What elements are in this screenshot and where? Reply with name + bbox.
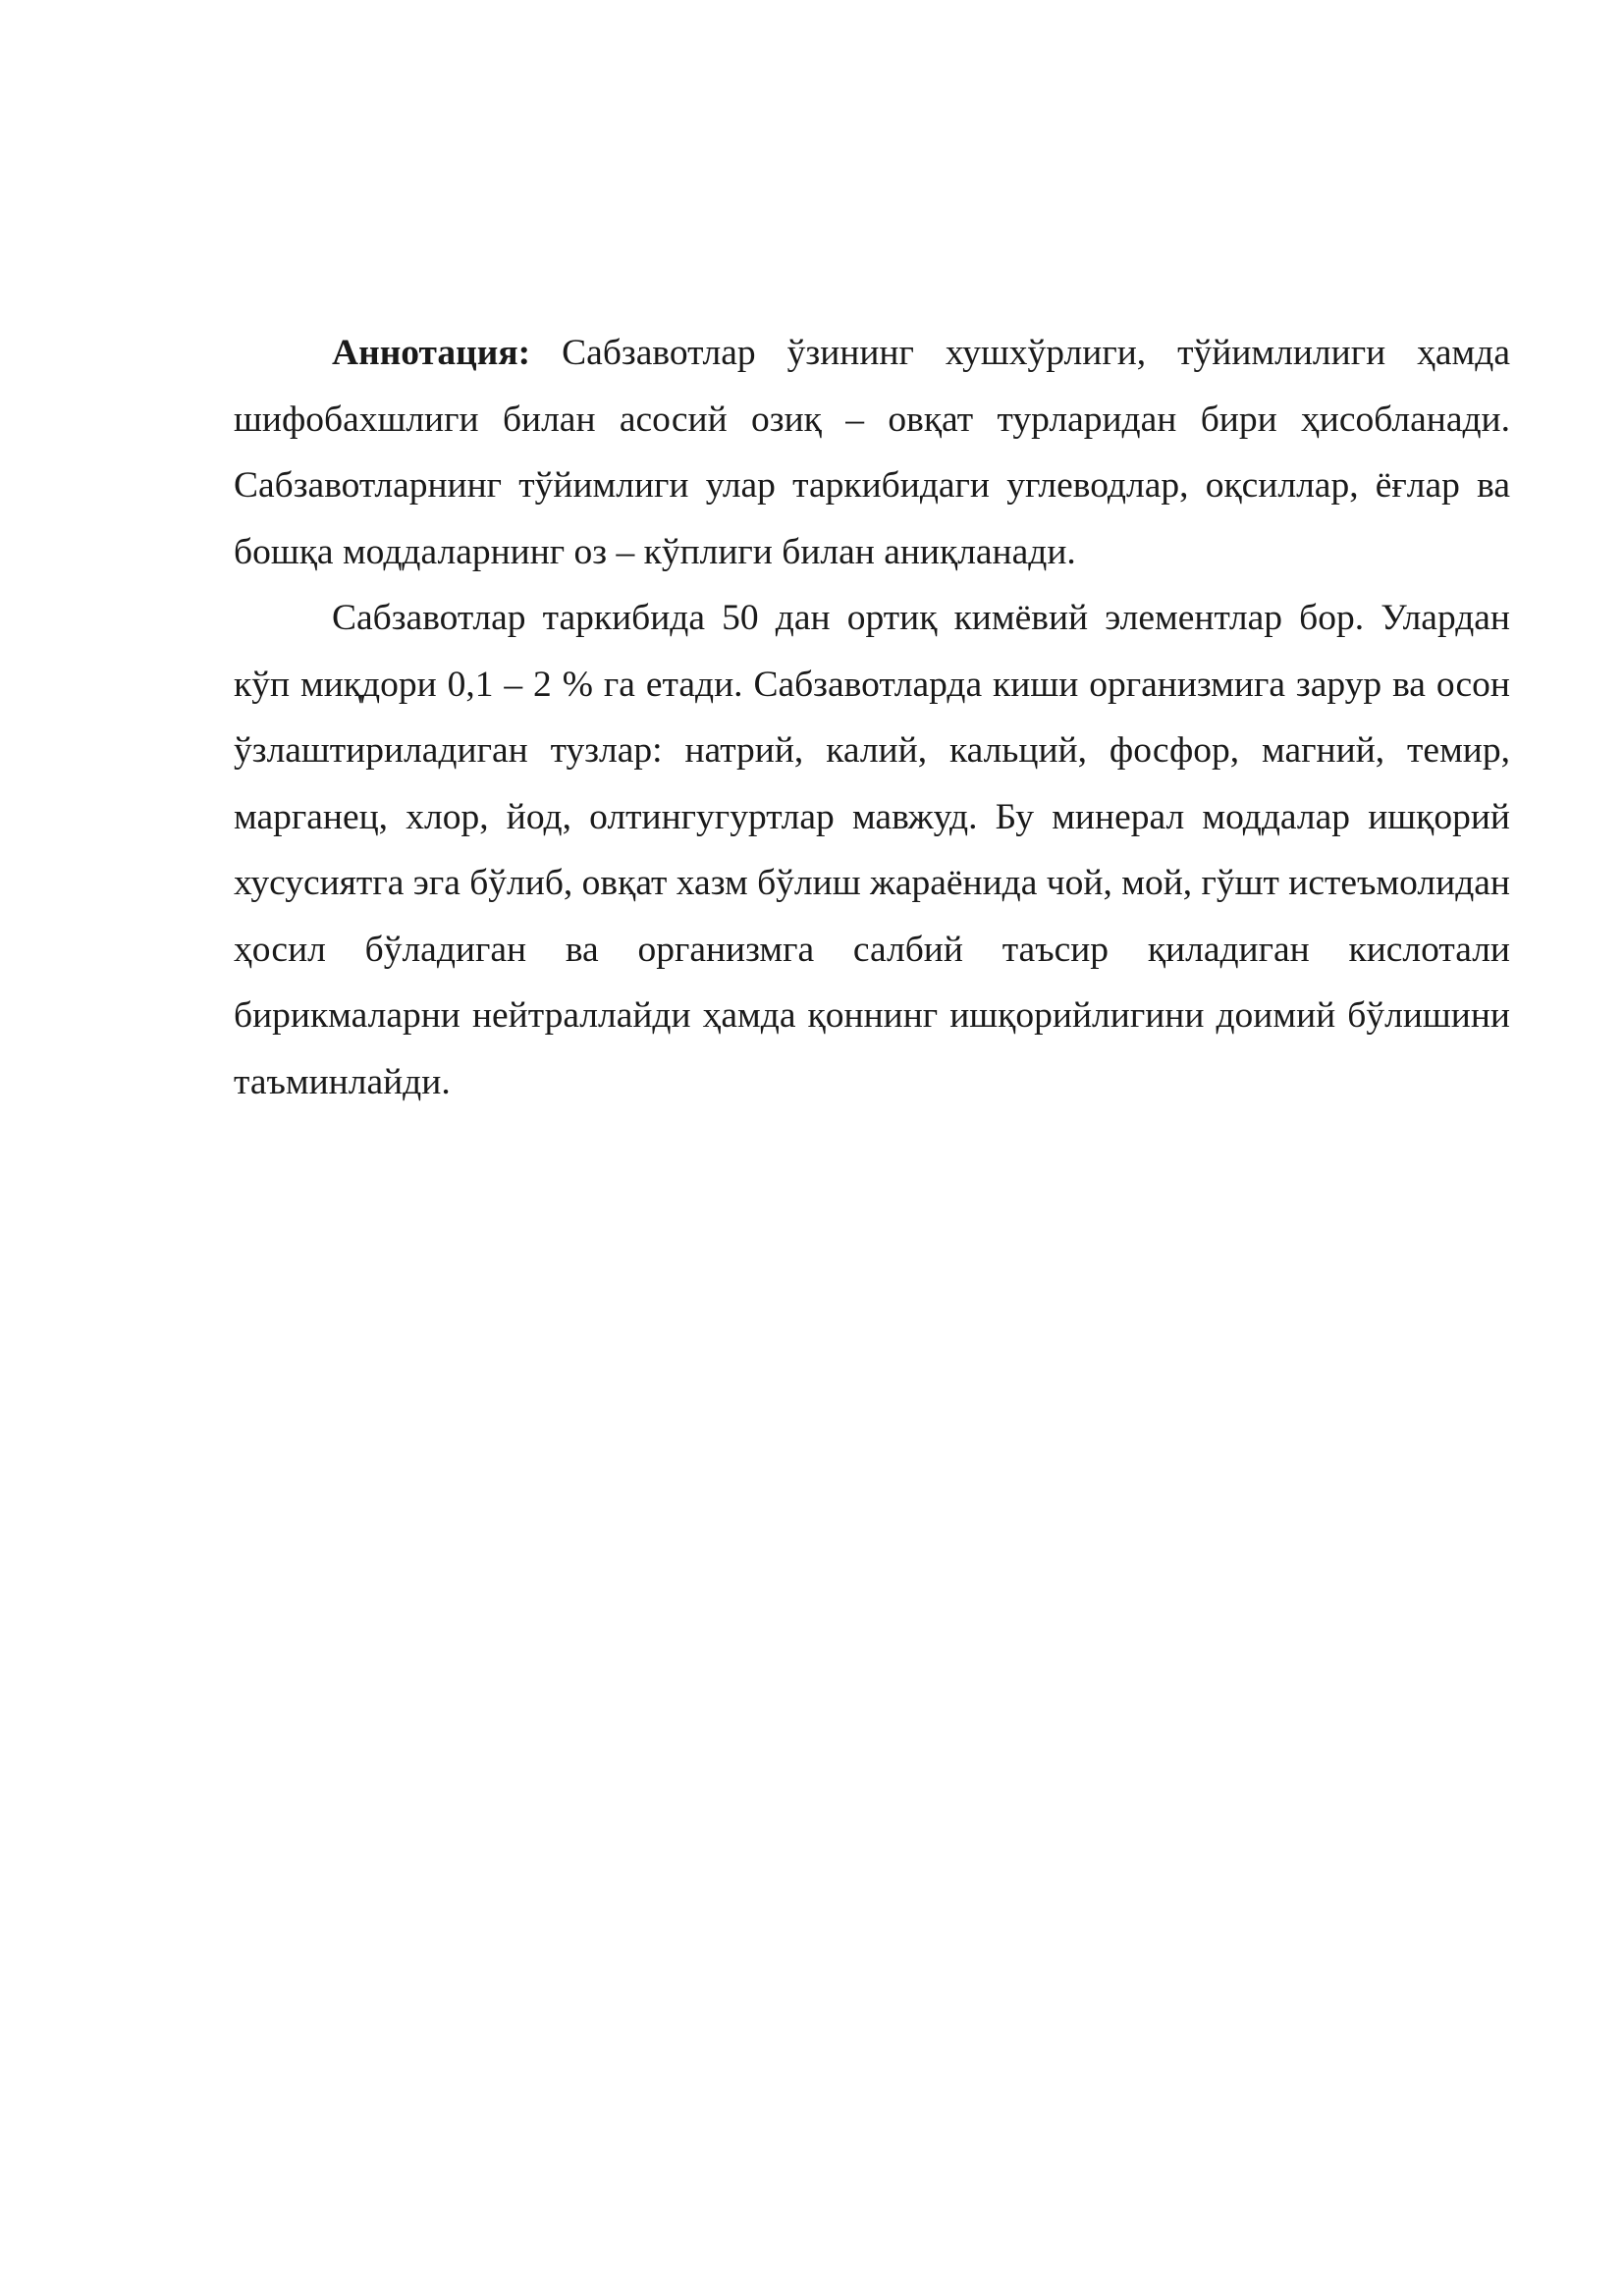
body-text — [234, 320, 1510, 1115]
annotation-paragraph — [234, 320, 1510, 585]
annotation-text: Сабзавотлар ўзининг хушхўрлиги, тўйимлилиги ҳамда шифобахшлиги билан асосий озиқ – овқат турларидан бири ҳисобланади. Сабзавотларнинг тўйимлиги улар таркибидаги углеводлар, оқсиллар, ёғлар ва бошқа моддаларнинг оз – кўплиги билан аниқланади. — [234, 333, 1511, 572]
annotation-label: Аннотация: — [332, 333, 531, 373]
composition-text: Сабзавотлар таркибида 50 дан ортиқ кимёвий элементлар бор. Улардан кўп миқдори 0,1 – 2 % га етади. Сабзавотларда киши организмига зарур ва осон ўзлаштириладиган тузлар: натрий, калий, кальций, фосфор, магний, темир, марганец, хлор, йод, олтингугуртлар мавжуд. Бу минерал моддалар ишқорий хусусиятга эга бўлиб, овқат хазм бўлиш жараёнида чой, мой, гўшт истеъмолидан ҳосил бўладиган ва организмга салбий таъсир қиладиган кислотали бирикмаларни нейтраллайди ҳамда қоннинг ишқорийлигини доимий бўлишини таъминлайди. — [234, 598, 1510, 1102]
composition-paragraph — [234, 585, 1510, 1115]
